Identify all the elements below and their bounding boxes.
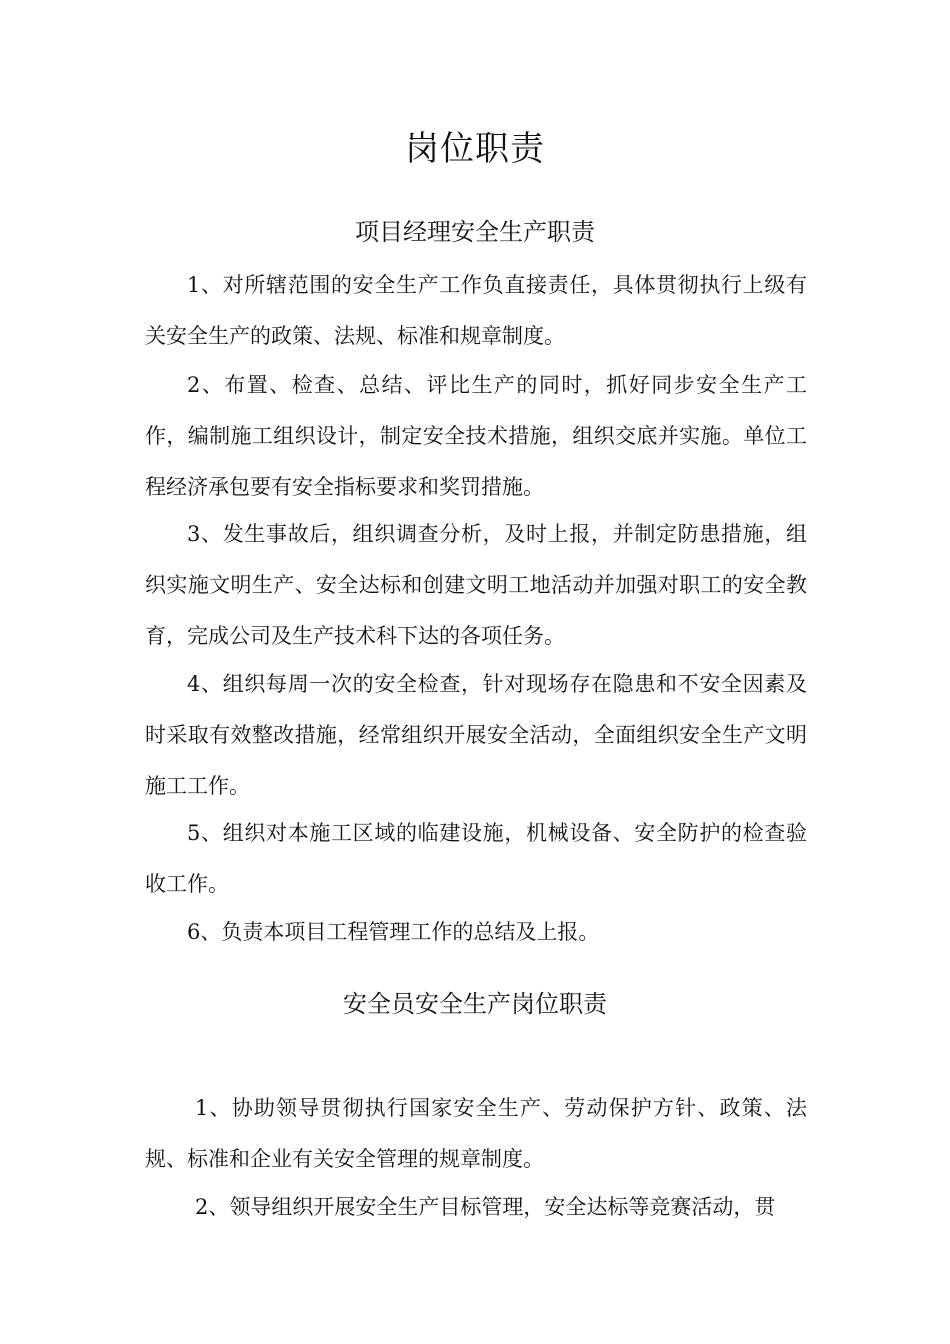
- paragraph-so-1: 1、协助领导贯彻执行国家安全生产、劳动保护方针、政策、法规、标准和企业有关安全管理的规章制度。: [145, 1096, 807, 1171]
- paragraph-pm-2: 2、布置、检查、总结、评比生产的同时，抓好同步安全生产工作，编制施工组织设计，制定安全技术措施，组织交底并实施。单位工程经济承包要有安全指标要求和奖罚措施。: [145, 373, 807, 499]
- paragraph-pm-1: 1、对所辖范围的安全生产工作负直接责任，具体贯彻执行上级有关安全生产的政策、法规、标准和规章制度。: [145, 273, 807, 348]
- paragraph-pm-4: 4、组织每周一次的安全检查，针对现场存在隐患和不安全因素及时采取有效整改措施，经常组织开展安全活动，全面组织安全生产文明施工工作。: [145, 672, 807, 798]
- paragraph-pm-6: 6、负责本项目工程管理工作的总结及上报。: [187, 920, 600, 944]
- section-heading-safety-officer: 安全员安全生产岗位职责: [343, 990, 607, 1018]
- paragraph-pm-3: 3、发生事故后，组织调查分析，及时上报，并制定防患措施，组织实施文明生产、安全达标和创建文明工地活动并加强对职工的安全教育，完成公司及生产技术科下达的各项任务。: [145, 522, 807, 648]
- section-heading-project-manager: 项目经理安全生产职责: [355, 218, 595, 246]
- paragraph-pm-5: 5、组织对本施工区域的临建设施，机械设备、安全防护的检查验收工作。: [145, 821, 807, 896]
- document-title: 岗位职责: [405, 129, 545, 169]
- paragraph-so-2: 2、领导组织开展安全生产目标管理，安全达标等竞赛活动，贯: [195, 1195, 776, 1219]
